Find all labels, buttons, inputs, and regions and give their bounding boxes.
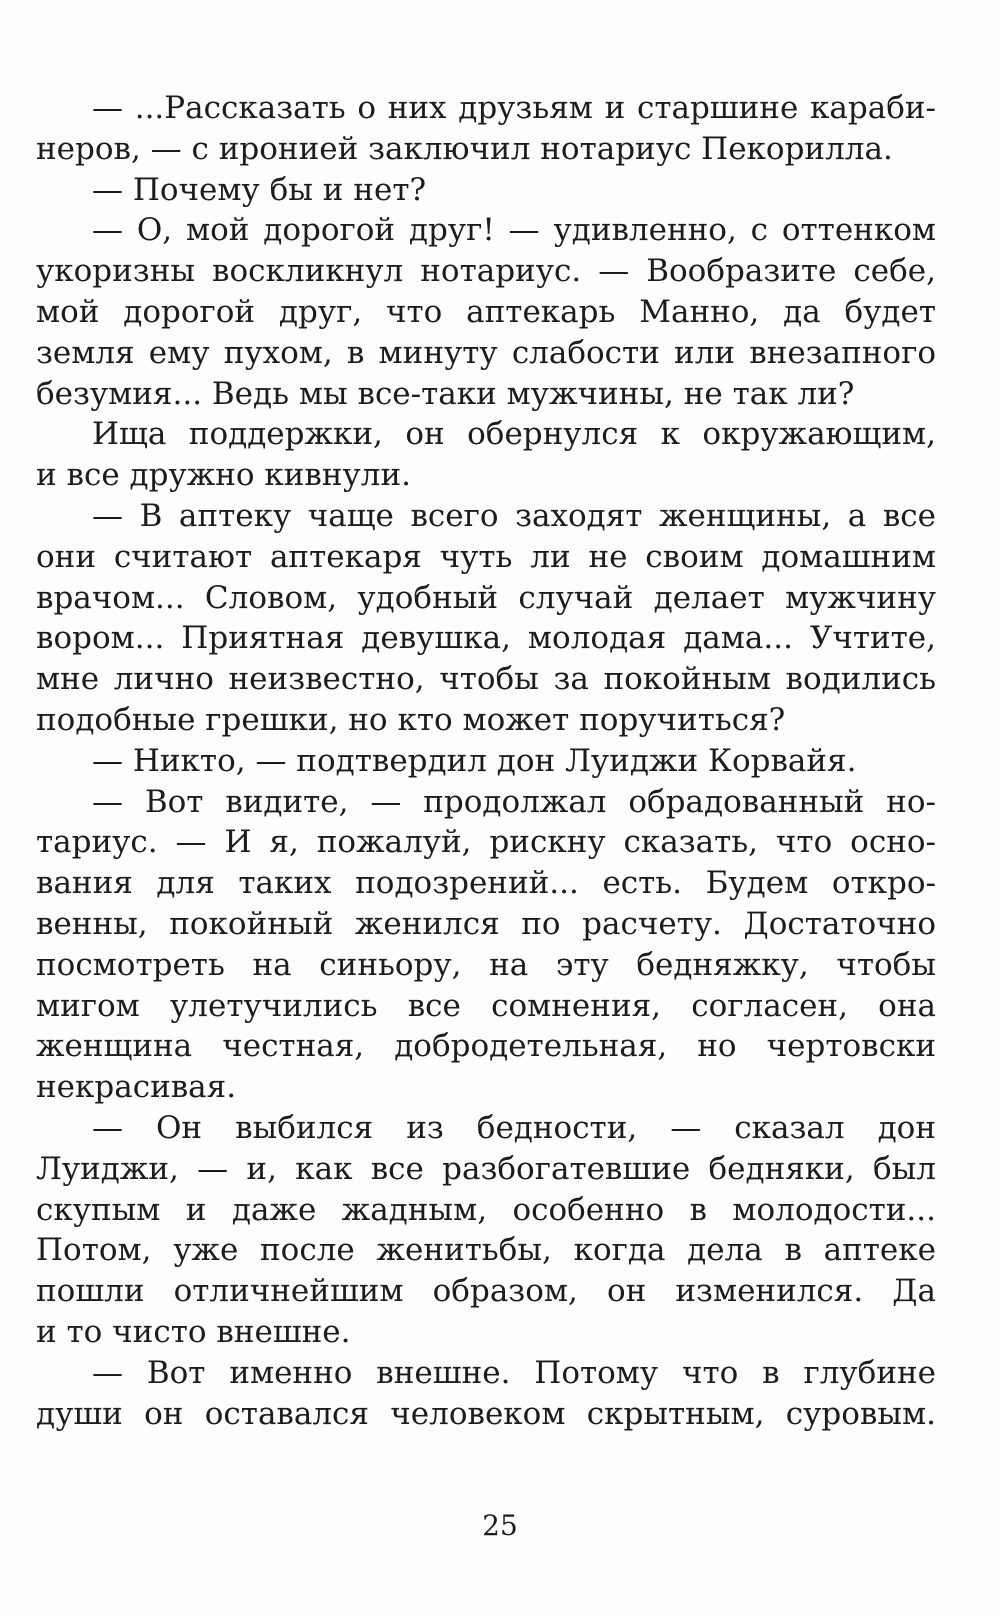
text-line: укоризны воскликнул нотариус. — Вообразите себе, <box>36 253 936 290</box>
text-line: пошли отличнейшим образом, он изменился. Да <box>36 1273 936 1310</box>
text-line: Ища поддержки, он обернулся к окружающим, <box>92 416 936 453</box>
text-line: вания для таких подозрений... есть. Будем откро- <box>36 865 936 902</box>
text-line: — Вот именно внешне. Потому что в глубине <box>92 1354 936 1391</box>
text-line: мой дорогой друг, что аптекарь Манно, да будет <box>36 293 936 330</box>
page-text <box>36 88 936 1434</box>
text-line: они считают аптекаря чуть ли не своим домашним <box>36 538 936 575</box>
text-line: мне лично неизвестно, чтобы за покойным водились <box>36 661 936 698</box>
text-line: мигом улетучились все сомнения, согласен, она <box>36 987 936 1024</box>
text-line: земля ему пухом, в минуту слабости или внезапного <box>36 334 936 371</box>
text-line: вором... Приятная девушка, молодая дама... Учтите, <box>36 620 936 657</box>
text-line: и все дружно кивнули. <box>36 457 411 494</box>
text-line: некрасивая. <box>36 1069 237 1106</box>
text-line: Луиджи, — и, как все разбогатевшие бедняки, был <box>36 1150 936 1187</box>
text-line: подобные грешки, но кто может поручиться? <box>36 701 786 738</box>
text-line: и то чисто внешне. <box>36 1313 351 1350</box>
text-line: Потом, уже после женитьбы, когда дела в аптеке <box>36 1232 936 1269</box>
text-line: безумия... Ведь мы все-таки мужчины, не так ли? <box>36 375 855 412</box>
text-line: — В аптеку чаще всего заходят женщины, а все <box>92 497 936 534</box>
text-line: — О, мой дорогой друг! — удивленно, с оттенком <box>92 212 936 249</box>
text-line: венны, покойный женился по расчету. Достаточно <box>36 905 936 942</box>
text-line: — Почему бы и нет? <box>92 171 427 208</box>
text-line: — Никто, — подтвердил дон Луиджи Корвайя. <box>92 742 857 779</box>
text-line: неров, — с иронией заключил нотариус Пекорилла. <box>36 130 893 167</box>
text-line: — Он выбился из бедности, — сказал дон <box>92 1109 936 1146</box>
text-line: тариус. — И я, пожалуй, рискну сказать, что осно- <box>36 824 936 861</box>
text-line: — ...Рассказать о них друзьям и старшине караби- <box>92 90 936 126</box>
page-number: 25 <box>482 1509 518 1542</box>
text-line: скупым и даже жадным, особенно в молодости... <box>36 1191 936 1228</box>
text-line: посмотреть на синьору, на эту бедняжку, чтобы <box>36 946 936 983</box>
text-line: души он оставался человеком скрытным, суровым. <box>36 1395 936 1432</box>
text-line: — Вот видите, — продолжал обрадованный но- <box>92 783 936 820</box>
text-line: женщина честная, добродетельная, но чертовски <box>36 1028 936 1065</box>
text-line: врачом... Словом, удобный случай делает мужчину <box>36 579 936 616</box>
